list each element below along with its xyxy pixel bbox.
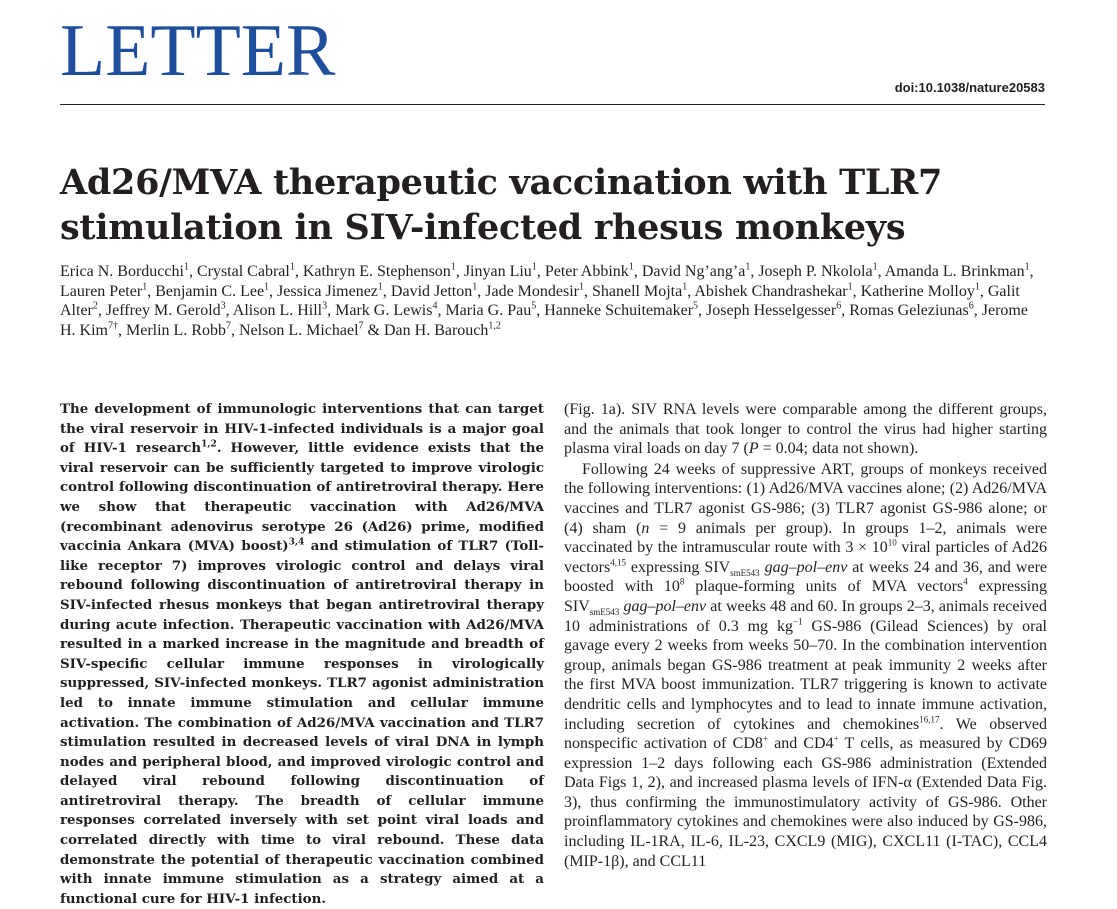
author-affiliation: 1 (974, 281, 980, 293)
author-affiliation: 2 (92, 300, 98, 312)
gene-name: gag–pol–env (623, 597, 707, 615)
author-affiliation: 1 (682, 281, 688, 293)
section-label: LETTER (60, 10, 336, 92)
author-name[interactable]: Peter Abbink (544, 263, 629, 280)
author-affiliation: 5 (531, 300, 537, 312)
author-name[interactable]: Amanda L. Brinkman (884, 263, 1025, 280)
author-affiliation: 1 (628, 261, 634, 273)
author-name[interactable]: Jessica Jimenez (277, 282, 378, 300)
author-affiliation: 1 (872, 261, 878, 273)
exponent: −1 (792, 616, 803, 627)
author-name[interactable]: Jeffrey M. Gerold (105, 302, 221, 319)
text: GS-986 (Gilead Sciences) by oral gavage every 2 weeks from weeks 50–70. In the combination intervention group, animals began GS-986 treatment at peak immunity 2 weeks after the first MVA boost immunization. TLR7 triggering is known to activate dendritic cells and lymphocytes and to lead to innate immune activation, including secretion of cytokines and chemokines (564, 617, 1047, 733)
strain-subscript: smE543 (589, 607, 620, 618)
exponent: 10 (887, 537, 897, 548)
author-name[interactable]: Mark G. Lewis (335, 302, 433, 319)
header-rule (60, 104, 1045, 105)
text: at weeks 48 and 60. In groups 2–3, animals received 10 administrations of 0.3 mg kg (564, 597, 1048, 635)
main-text (564, 400, 1047, 871)
doi[interactable]: doi:10.1038/nature20583 (894, 80, 1045, 95)
reference[interactable]: 1,2 (201, 439, 217, 450)
author-name[interactable]: Hanneke Schuitemaker (544, 302, 694, 319)
text: viral particles of Ad26 vectors (564, 539, 1048, 576)
author-name[interactable]: David Jetton (390, 282, 473, 300)
author-name[interactable]: Joseph P. Nkolola (758, 263, 873, 280)
text: T cells, as measured by CD69 expression 1–2 days following each GS-986 administration (Extended Data Figs 1, 2), and increased plasma levels of IFN-α (Extended Data Fig. 3), thus confirming the immunostimulatory activity of GS-986. Other proinflammatory cytokines and chemokines were also induced by GS-986, including IL-1RA, IL-6, IL-23, CXCL9 (MIG), CXCL11 (I-TAC), CCL4 (MIP-1β), and CCL11 (564, 735, 1048, 870)
author-name[interactable]: Alison L. Hill (232, 302, 323, 319)
text: . We observed nonspecific activation of CD8 (564, 715, 1048, 753)
text: expressing SIV (564, 578, 1048, 615)
text: and CD4 (767, 735, 834, 753)
author-affiliation: 3 (322, 300, 328, 312)
author-name[interactable]: Romas Geleziunas (849, 302, 969, 319)
author-name[interactable]: Maria G. Pau (445, 302, 532, 319)
paragraph (564, 400, 1047, 459)
author-affiliation: 7 (358, 320, 364, 332)
reference[interactable]: 4 (963, 577, 968, 588)
abstract-text: The development of immunologic interventions that can target the viral reservoir in HIV-1-infected individuals is a major goal of HIV-1 research (60, 401, 544, 457)
exponent: 8 (679, 577, 685, 588)
author-name[interactable]: Lauren Peter (60, 282, 143, 300)
author-name[interactable]: Merlin L. Robb (126, 321, 226, 339)
author-affiliation: 6 (836, 300, 842, 312)
author-name[interactable]: Jerome H. Kim (60, 302, 1028, 339)
superscript: + (762, 733, 768, 744)
italic-variable: P (748, 440, 759, 458)
text: plaque-forming units of MVA vectors (684, 578, 964, 596)
author-affiliation: 1 (183, 261, 189, 273)
strain-subscript: smE543 (730, 567, 760, 578)
author-affiliation: 3 (220, 300, 226, 312)
author-name[interactable]: Kathryn E. Stephenson (302, 263, 451, 280)
text: = 0.04; data not shown). (758, 440, 919, 458)
abstract-text: and stimulation of TLR7 (Toll-like receptor 7) improves virologic control and delays viral rebound following discontinuation of antiretroviral therapy in SIV-infected rhesus monkeys that began antiretroviral therapy during acute infection. Therapeutic vaccination with Ad26/MVA resulted in a marked increase in the magnitude and breadth of SIV-specific cellular immune responses in virologically suppressed, SIV-infected monkeys. TLR7 agonist administration led to innate immune stimulation and cellular immune activation. The combination of Ad26/MVA vaccination and TLR7 stimulation resulted in decreased levels of viral DNA in lymph nodes and peripheral blood, and improved virologic control and delayed viral rebound following discontinuation of antiretroviral therapy. The breadth of cellular immune responses correlated inversely with set point viral loads and correlated directly with time to viral rebound. These data demonstrate the potential of therapeutic vaccination combined with innate immune stimulation as a strategy aimed at a functional cure for HIV-1 infection. (60, 538, 544, 907)
author-affiliation: 1 (289, 261, 295, 273)
author-name[interactable]: David Ng’ang’a (641, 263, 746, 280)
author-affiliation: 1 (579, 281, 584, 293)
author-name[interactable]: Joseph Hesselgesser (706, 302, 837, 319)
text: Following 24 weeks of suppressive ART, groups of monkeys received the following interventions: (1) Ad26/MVA vaccines alone; (2) Ad26/MVA vaccines and TLR7 agonist GS-986; (3) TLR7 agonist GS-986 alone; or (4) sham ( (564, 460, 1047, 537)
text: at weeks 24 and 36, and were boosted with 10 (564, 558, 1047, 596)
author-affiliation: 1 (472, 281, 478, 293)
author-affiliation: 5 (693, 300, 699, 312)
author-affiliation: 1 (142, 281, 148, 293)
author-name[interactable]: Dan H. Barouch (383, 321, 489, 339)
text: (Fig. 1a). SIV RNA levels were comparable among the different groups, and the animals that took longer to control the virus had higher starting plasma viral loads on day 7 ( (564, 401, 1047, 458)
author-name[interactable]: Jade Mondesir (485, 282, 579, 300)
text: = 9 animals per group). In groups 1–2, animals were vaccinated by the intramuscular route with 3 × 10 (564, 519, 1048, 557)
author-name[interactable]: Katherine Molloy (860, 282, 975, 300)
abstract-text: . However, little evidence exists that the viral reservoir can be sufficiently targeted to improve virologic control following discontinuation of antiretroviral therapy. Here we show that therapeutic vaccination with Ad26/MVA (recombinant adenovirus serotype 26 (Ad26) prime, modified vaccinia Ankara (MVA) boost) (60, 440, 544, 555)
author-name[interactable]: Galit Alter (60, 282, 1020, 319)
italic-variable: n (641, 519, 650, 537)
author-affiliation: 6 (968, 300, 974, 312)
author-name[interactable]: Abishek Chandrashekar (694, 282, 848, 300)
reference[interactable]: 16,17 (919, 714, 940, 725)
paragraph (564, 460, 1047, 871)
reference[interactable]: 4,15 (610, 557, 626, 568)
author-name[interactable]: Nelson L. Michael (239, 321, 359, 339)
author-affiliation: 1 (745, 261, 751, 273)
author-name[interactable]: Erica N. Borducchi (60, 263, 184, 280)
author-affiliation: 1 (847, 281, 853, 293)
author-affiliation: 1,2 (488, 320, 501, 332)
gene-name: gag–pol–env (764, 558, 848, 576)
author-affiliation: 4 (432, 300, 438, 312)
article-title: Ad26/MVA therapeutic vaccination with TLR7 stimulation in SIV-infected rhesus monkeys (60, 162, 943, 248)
author-affiliation: 1 (531, 261, 537, 273)
author-name[interactable]: Jinyan Liu (463, 263, 532, 280)
superscript: + (833, 733, 839, 744)
author-affiliation: 7† (108, 320, 118, 332)
author-affiliation: 1 (377, 281, 383, 293)
abstract (60, 400, 544, 909)
reference[interactable]: 3,4 (288, 537, 305, 548)
author-affiliation: 1 (450, 261, 456, 273)
author-name[interactable]: Crystal Cabral (196, 263, 290, 280)
author-affiliation: 7 (226, 320, 231, 332)
text: expressing SIV (625, 558, 731, 576)
author-name[interactable]: Shanell Mojta (592, 282, 683, 300)
author-affiliation: 1 (264, 281, 270, 293)
author-affiliation: 1 (1024, 261, 1030, 273)
author-list: Erica N. Borducchi$^1$, Crystal Cabral$^1$, Kathryn E. Stephenson$^1$, Jinyan Liu$^1$, Peter Abbink$^1$, David $Ng’ang’a^1$, Joseph P. Nkolola$^1$, Amanda L. Brinkman$^1$, Lauren Peter$^1$, Benjamin C. Lee$^1$, Jessica Jimenez$^1$, David Jetton$^1$, Jade Mondesir$^1$, Shanell Mojta$^1$, Abishek Chandrashekar$^1$, Katherine Molloy$^1$, Galit Alter$^2$, Jeffrey M. Gerold$^3$, Alison L. Hill$^3$, Mark G. Lewis$^4$, Maria G. Pau$^5$, Hanneke Schuitemaker$^5$, Joseph Hesselgesser$^6$, Romas Geleziunas$^6$, Jerome H. Kim$^{7\dagger}$, Merlin L. Robb$^7$, Nelson L. Michael$^7$ & Dan H. Barouch$^{1,2}$ (60, 261, 1034, 339)
author-name[interactable]: Benjamin C. Lee (155, 282, 265, 300)
